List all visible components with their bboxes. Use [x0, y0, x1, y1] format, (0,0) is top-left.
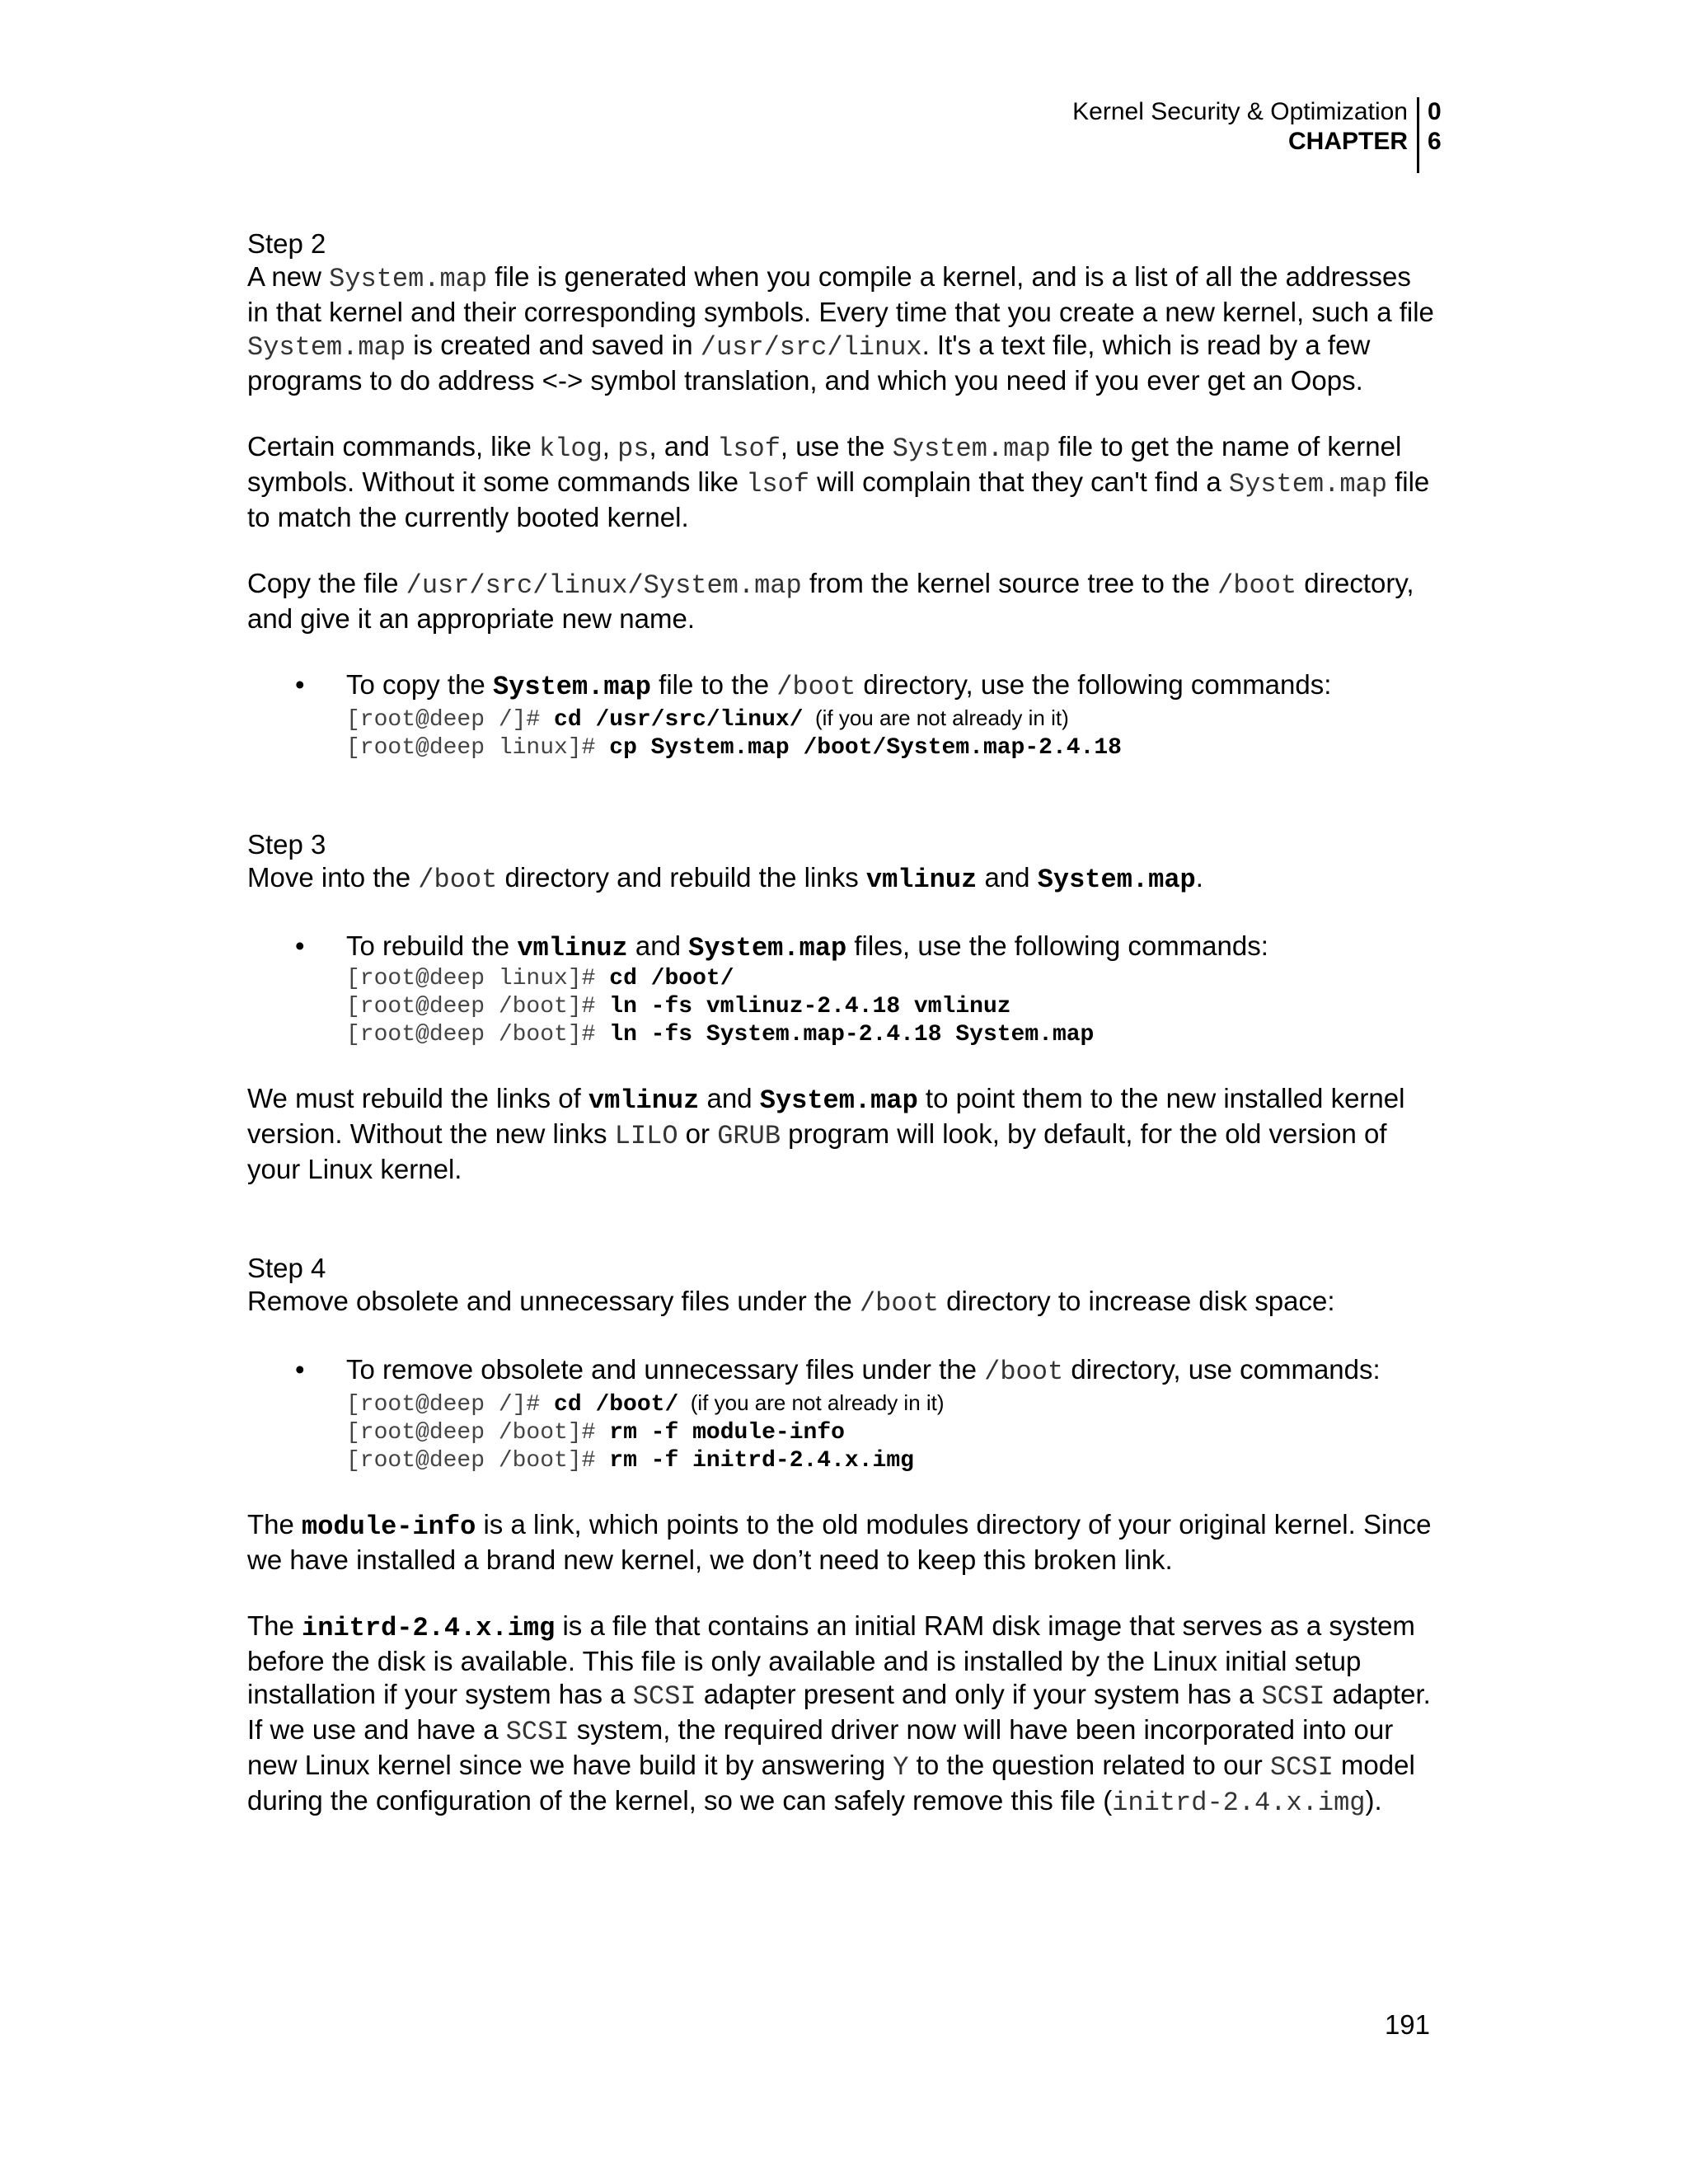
step2-bullet: • To copy the System.map file to the /boot directory, use the following commands:	[295, 669, 1332, 702]
step4-command-block	[346, 1389, 1434, 1475]
header-text	[1072, 97, 1408, 157]
command-line: [root@deep /boot]# ln -fs System.map-2.4.18 System.map	[346, 1022, 1095, 1047]
page-header	[925, 97, 1442, 173]
step4-paragraph-1: Remove obsolete and unnecessary files under the /boot directory to increase disk space:	[247, 1286, 1335, 1319]
command-line: [root@deep /]# cd /usr/src/linux/ (if you are not already in it)	[346, 705, 1069, 733]
section-title: Kernel Security & Optimization	[1072, 98, 1408, 125]
command-line: [root@deep /boot]# ln -fs vmlinuz-2.4.18 vmlinuz	[346, 994, 1011, 1019]
step2-paragraph-3: Copy the file /usr/src/linux/System.map from the kernel source tree to the /boot directory, and give it an appropriate new name.	[247, 568, 1414, 634]
step3-paragraph-2: We must rebuild the links of vmlinuz and System.map to point them to the new installed kernel version. Without the new links LILO or GRUB program will look, by default, for the old version of your Linux kernel.	[247, 1083, 1405, 1184]
step2-paragraph-2: Certain commands, like klog, ps, and lsof, use the System.map file to get the name of kernel symbols. Without it some commands like lsof will complain that they can't find a System.map file to match the currently booted kernel.	[247, 431, 1430, 532]
step3-command-block	[346, 965, 1434, 1049]
command-line: [root@deep /boot]# rm -f initrd-2.4.x.img	[346, 1448, 914, 1474]
command-line: [root@deep linux]# cd /boot/	[346, 966, 734, 991]
step2-heading: Step 2	[247, 228, 326, 259]
chapter-label: CHAPTER	[1287, 128, 1408, 155]
page-number: 191	[1384, 2009, 1430, 2040]
page-body	[247, 227, 1434, 1820]
bullet-dot: •	[295, 669, 305, 700]
step4-bullet: • To remove obsolete and unnecessary files under the /boot directory, use commands:	[295, 1354, 1381, 1387]
step3-heading: Step 3	[247, 829, 326, 860]
step2-command-block	[346, 704, 1434, 762]
command-line: [root@deep /boot]# rm -f module-info	[346, 1420, 845, 1446]
chapter-number	[1419, 97, 1452, 157]
chapter-digit-1: 0	[1428, 98, 1442, 125]
step2-paragraph-1: A new System.map file is generated when you compile a kernel, and is a list of all the addresses in that kernel and their corresponding symbols. Every time that you create a new kernel, such a file System.map is created and saved in /usr/src/linux. It's a text file, which is read by a few programs to do address <-> symbol translation, and which you need if you ever get an Oops.	[247, 261, 1434, 396]
command-line: [root@deep linux]# cp System.map /boot/System.map-2.4.18	[346, 735, 1122, 761]
step3-bullet: • To rebuild the vmlinuz and System.map files, use the following commands:	[295, 930, 1268, 963]
step4-paragraph-3: The initrd-2.4.x.img is a file that contains an initial RAM disk image that serves as a system before the disk is available. This file is only available and is installed by the Linux initial setup installation if your system has a SCSI adapter present and only if your system has a SCSI adapter. If we use and have a SCSI system, the required driver now will have been incorporated into our new Linux kernel since we have build it by answering Y to the question related to our SCSI model during the configuration of the kernel, so we can safely remove this file (initrd-2.4.x.img).	[247, 1610, 1431, 1818]
step4-heading: Step 4	[247, 1253, 326, 1283]
bullet-dot: •	[295, 1354, 305, 1385]
chapter-digit-2: 6	[1428, 128, 1442, 155]
step4-paragraph-2: The module-info is a link, which points to the old modules directory of your original kernel. Since we have installed a brand new kernel, we don’t need to keep this broken link.	[247, 1509, 1432, 1575]
bullet-dot: •	[295, 930, 305, 961]
command-line: [root@deep /]# cd /boot/ (if you are not already in it)	[346, 1390, 945, 1418]
step3-paragraph-1: Move into the /boot directory and rebuild the links vmlinuz and System.map.	[247, 862, 1203, 895]
